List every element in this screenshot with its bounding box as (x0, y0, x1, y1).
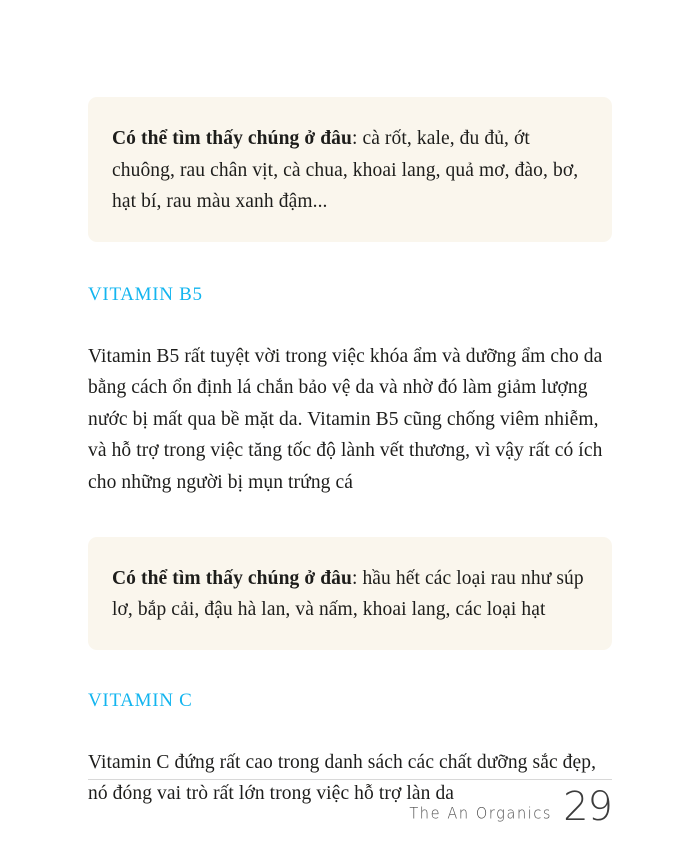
callout-box-vitamin-a-sources (88, 97, 612, 242)
page-number: 29 (563, 784, 612, 830)
spacer (88, 650, 612, 690)
spacer (88, 306, 612, 341)
callout-1-text (112, 123, 588, 218)
paragraph-vitamin-b5: Vitamin B5 rất tuyệt vời trong việc khóa ẩm và dưỡng ẩm cho da bằng cách ổn định lá chắn bảo vệ da và nhờ đó làm giảm lượng nước bị mất qua bề mặt da. Vitamin B5 cũng chống viêm nhiễm, và hỗ trợ trong việc tăng tốc độ lành vết thương, vì vậy rất có ích cho những người bị mụn trứng cá (88, 345, 603, 494)
callout-2-body: : hầu hết các loại rau như súp lơ, bắp cải, đậu hà lan, và nấm, khoai lang, các loại hạt (112, 567, 584, 621)
section-heading-vitamin-c: VITAMIN C (88, 689, 193, 711)
spacer (88, 712, 612, 747)
spacer (88, 499, 612, 537)
spacer (88, 242, 612, 284)
section-heading-vitamin-b5: VITAMIN B5 (88, 283, 203, 305)
callout-1-body: : cà rốt, kale, đu đủ, ớt chuông, rau chân vịt, cà chua, khoai lang, quả mơ, đào, bơ, hạt bí, rau màu xanh đậm... (112, 128, 579, 213)
paragraph-vitamin-c: Vitamin C đứng rất cao trong danh sách các chất dưỡng sắc đẹp, nó đóng vai trò rất lớn trong việc hỗ trợ làn da (88, 751, 597, 805)
brand-name: The An Organics (409, 805, 553, 823)
footer-content (88, 784, 612, 830)
callout-2-text (112, 563, 588, 626)
callout-2-lead: Có thể tìm thấy chúng ở đâu (112, 567, 352, 589)
footer-divider (88, 779, 612, 780)
callout-1-lead: Có thể tìm thấy chúng ở đâu (112, 128, 352, 149)
page-footer (88, 779, 612, 830)
callout-box-vitamin-b5-sources (88, 537, 612, 650)
page-content (88, 97, 612, 810)
